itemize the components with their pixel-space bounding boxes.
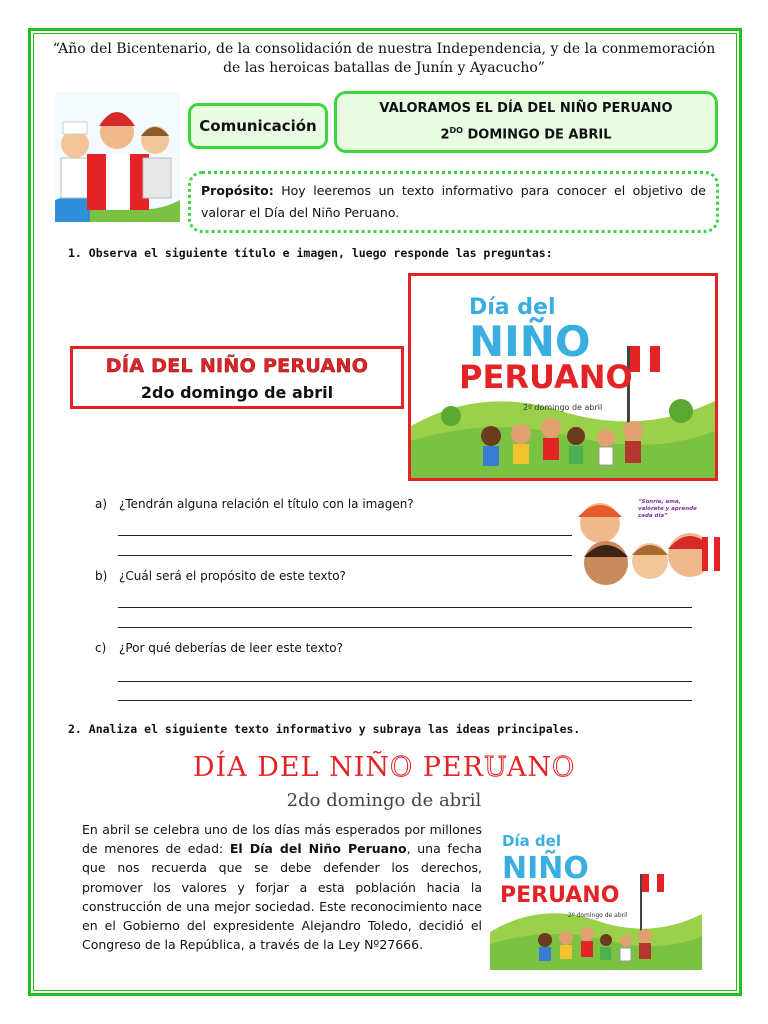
article-title-part3: PER xyxy=(413,752,484,783)
poster-image-large xyxy=(408,273,718,481)
article-title-part6: O xyxy=(552,752,576,783)
answer-line-b2[interactable] xyxy=(118,627,692,628)
article-body-bold: El Día del Niño Peruano xyxy=(229,841,407,857)
subject-label: Comunicación xyxy=(188,103,328,149)
purpose-box xyxy=(188,171,719,233)
poster-image-small xyxy=(490,822,702,970)
article-subtitle: 2do domingo de abril xyxy=(286,790,482,811)
article-body xyxy=(82,820,482,954)
poster-small-line2: NIÑO xyxy=(502,851,589,886)
title-banner xyxy=(70,346,404,409)
answer-line-a1[interactable] xyxy=(118,535,573,536)
question-b xyxy=(95,569,346,583)
article-title-part1: DÍA DEL NIÑ xyxy=(192,752,391,783)
question-c-text: ¿Por qué deberías de leer este texto? xyxy=(119,641,343,655)
section2-heading: 2. Analiza el siguiente texto informativo y subraya las ideas principales. xyxy=(68,722,581,736)
lesson-title-rest: DOMINGO DE ABRIL xyxy=(462,127,612,143)
lesson-title-line1: VALORAMOS EL DÍA DEL NIÑO PERUANO xyxy=(379,100,673,116)
question-a xyxy=(95,497,414,511)
poster-large-line2: NIÑO xyxy=(469,317,591,366)
article-title xyxy=(0,752,768,783)
answer-line-a2[interactable] xyxy=(118,555,573,556)
poster-illustration-small xyxy=(490,822,702,970)
question-a-text: ¿Tendrán alguna relación el título con la imagen? xyxy=(119,497,414,511)
article-title-part4: U xyxy=(483,752,507,783)
purpose-label: Propósito: xyxy=(201,183,274,198)
article-title-part5: AN xyxy=(506,752,553,783)
poster-small-date: 2º domingo de abril xyxy=(568,912,628,919)
lesson-title-sup: DO xyxy=(449,125,463,135)
lesson-title-box xyxy=(334,91,718,153)
lesson-title-line2 xyxy=(440,120,611,146)
article-body-part1: En abril se celebra uno de los días más esperados por millones de menores de edad: xyxy=(82,822,482,857)
answer-line-c2[interactable] xyxy=(118,700,692,701)
title-banner-heading: DÍA DEL NIÑO PERUANO xyxy=(105,355,369,377)
question-b-label: b) xyxy=(95,569,108,583)
poster-large-line3: PERUANO xyxy=(459,358,633,396)
section1-heading: 1. Observa el siguiente título e imagen, luego responde las preguntas: xyxy=(68,246,553,260)
lesson-title-num: 2 xyxy=(440,127,450,143)
poster-illustration-large xyxy=(411,276,715,478)
faces-quote: “Sonríe, ama, valórate y aprende cada día” xyxy=(638,499,697,519)
question-c xyxy=(95,641,343,655)
happy-kids-faces-image xyxy=(572,497,720,585)
kids-flag-illustration xyxy=(55,92,180,222)
question-c-label: c) xyxy=(95,641,107,655)
title-banner-subtitle: 2do domingo de abril xyxy=(140,383,334,402)
question-a-label: a) xyxy=(95,497,108,511)
poster-small-line3: PERUANO xyxy=(500,883,620,908)
answer-line-c1[interactable] xyxy=(118,681,692,682)
poster-small-line1: Día del xyxy=(502,832,561,850)
question-b-text: ¿Cuál será el propósito de este texto? xyxy=(119,569,346,583)
header-motto: “Año del Bicentenario, de la consolidación de nuestra Independencia, y de la conmemoración de las heroicas batallas de Junín y Ayacucho” xyxy=(52,41,716,76)
poster-large-line1: Día del xyxy=(469,295,556,320)
answer-line-b1[interactable] xyxy=(118,607,692,608)
purpose-text: Hoy leeremos un texto informativo para conocer el objetivo de valorar el Día del Niño Peruano. xyxy=(201,183,706,220)
article-body-part2: , una fecha que nos recuerda que se debe defender los derechos, promover los valores y forjar a esta población hacia la construcción de una mejor sociedad. Este reconocimiento nace en el Gobierno del expresidente Alejandro Toledo, decidió el Congreso de la República, a través de la Ley Nº27666. xyxy=(82,841,482,953)
poster-large-date: 2º domingo de abril xyxy=(523,403,603,412)
article-title-part2: O xyxy=(390,752,414,783)
